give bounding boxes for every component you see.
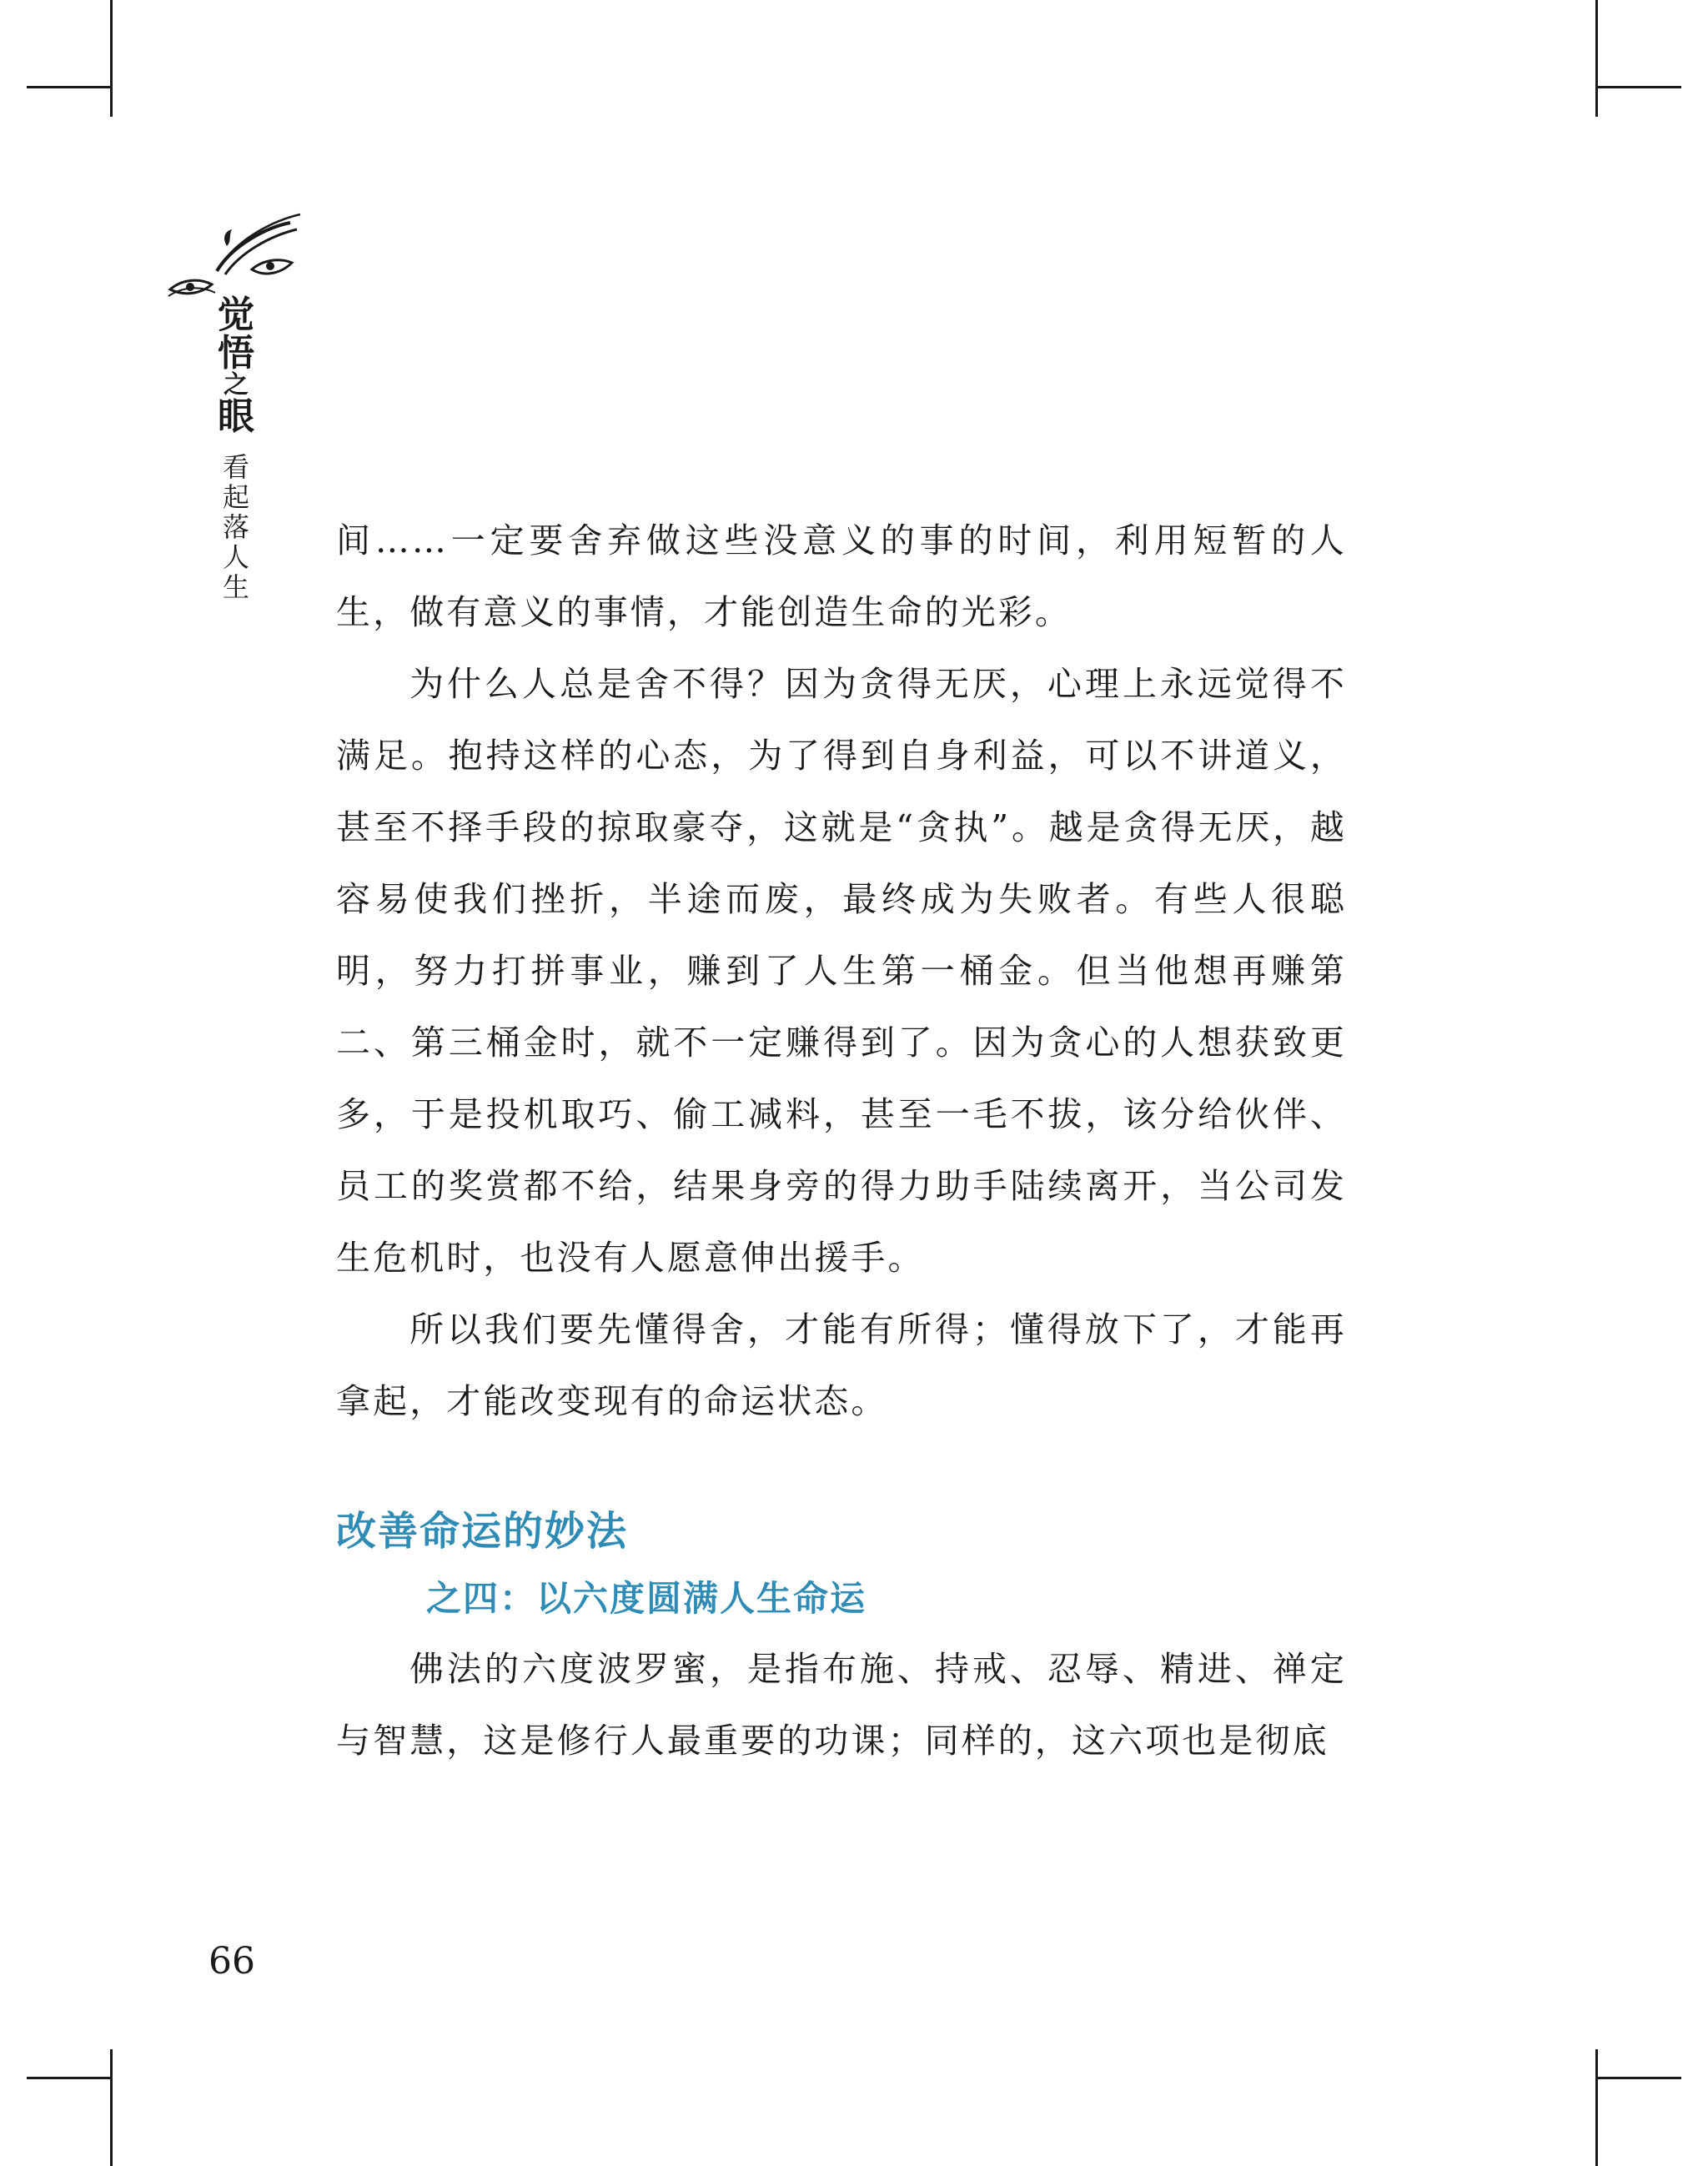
title-char: 之	[224, 370, 249, 400]
page-number: 66	[208, 1940, 255, 1983]
buddha-eyes-icon	[165, 213, 307, 300]
section-subheading: 之四：以六度圆满人生命运	[426, 1578, 867, 1619]
subtitle-char: 落	[222, 511, 249, 543]
title-char: 悟	[218, 332, 254, 374]
body-paragraph: 所以我们要先懂得舍，才能有所得；懂得放下了，才能再拿起，才能改变现有的命运状态。	[336, 1309, 1347, 1421]
title-char: 觉	[218, 294, 254, 336]
subtitle-char: 起	[222, 481, 249, 513]
title-char: 眼	[218, 395, 254, 438]
body-paragraph: 佛法的六度波罗蜜，是指布施、持戒、忍辱、精进、禅定与智慧，这是修行人最重要的功课；同样的，这六项也是彻底	[336, 1649, 1347, 1761]
body-paragraph: 间……一定要舍弃做这些没意义的事的时间，利用短暂的人生，做有意义的事情，才能创造生命的光彩。	[336, 520, 1347, 632]
section-heading: 改善命运的妙法	[336, 1508, 629, 1555]
body-paragraph: 为什么人总是舍不得？因为贪得无厌，心理上永远觉得不满足。抱持这样的心态，为了得到自身利益，可以不讲道义，甚至不择手段的掠取豪夺，这就是“贪执”。越是贪得无厌，越容易使我们挫折，半途而废，最终成为失败者。有些人很聪明，努力打拼事业，赚到了人生第一桶金。但当他想再赚第二、第三桶金时，就不一定赚得到了。因为贪心的人想获致更多，于是投机取巧、偷工减料，甚至一毛不拔，该分给伙伴、员工的奖赏都不给，结果身旁的得力助手陆续离开，当公司发生危机时，也没有人愿意伸出援手。	[336, 664, 1347, 1278]
page-body	[336, 505, 1347, 1777]
subtitle-char: 看	[222, 451, 249, 483]
subtitle-char: 人	[222, 541, 249, 573]
book-subtitle-vertical	[215, 452, 257, 602]
book-title-vertical	[215, 296, 257, 436]
subtitle-char: 生	[222, 571, 249, 603]
